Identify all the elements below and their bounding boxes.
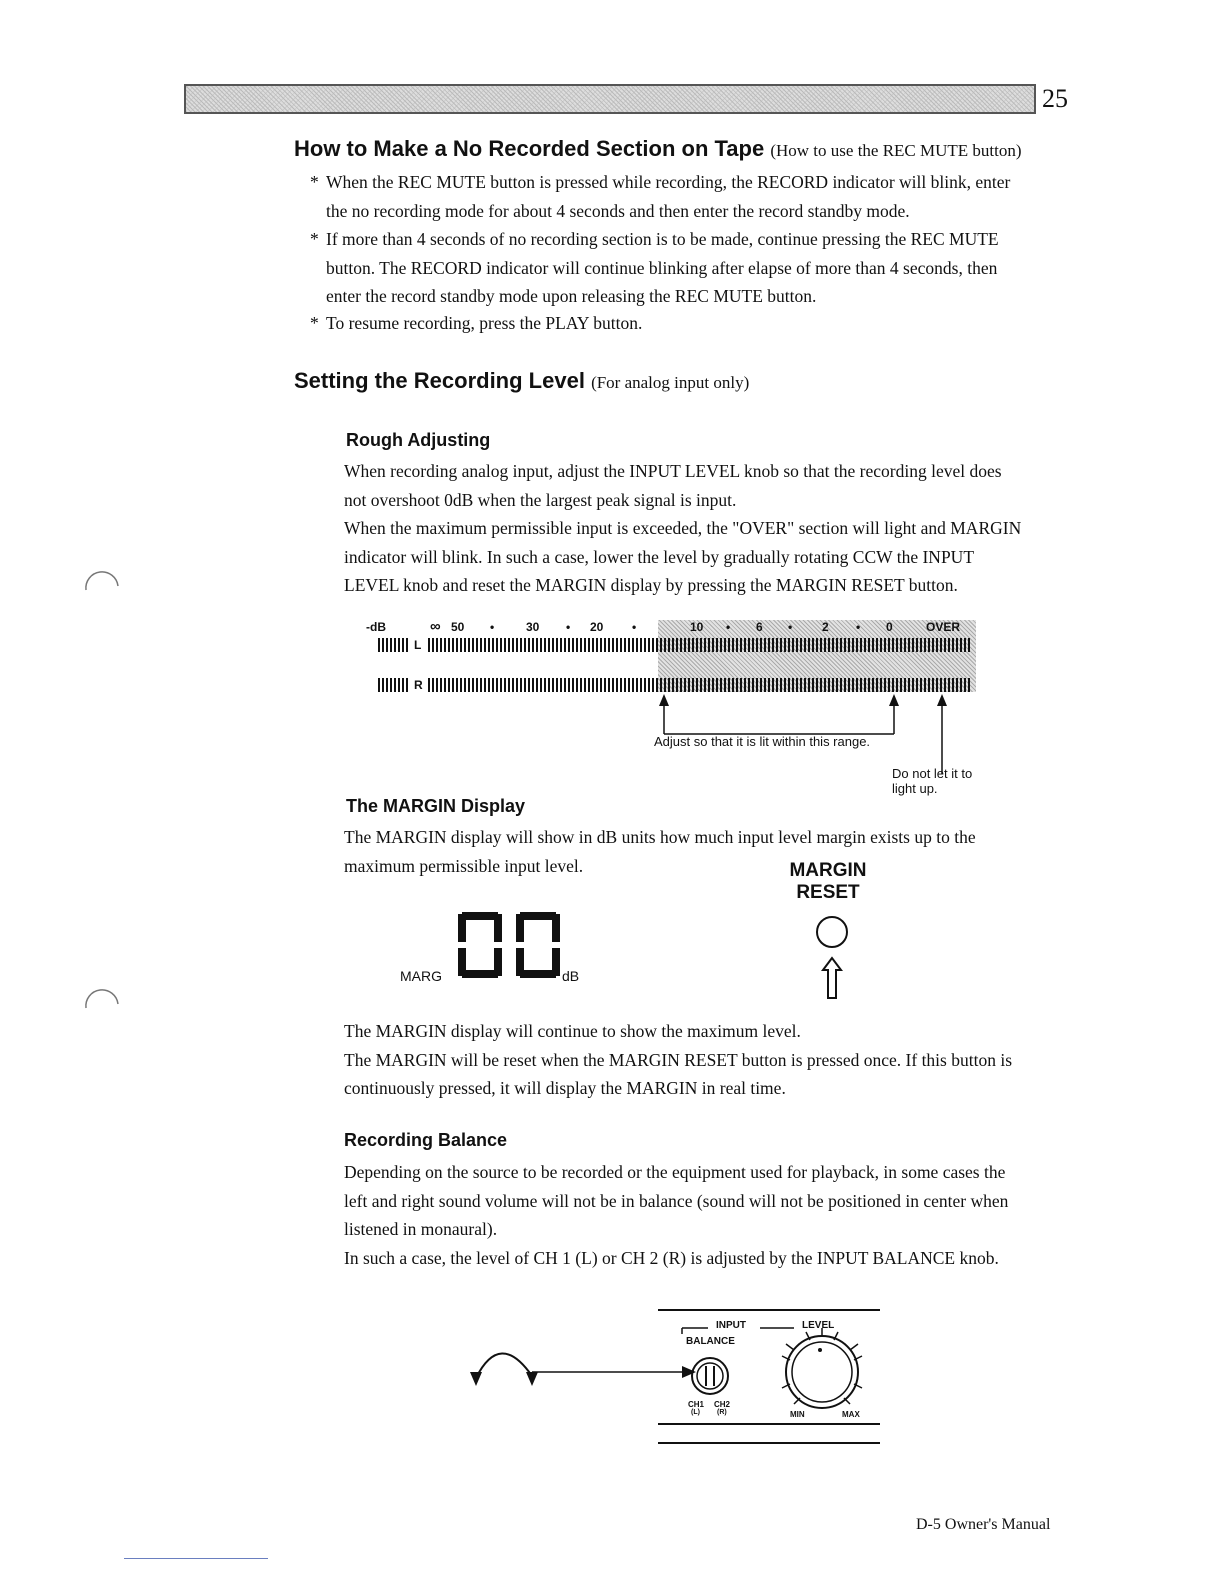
section-title-note: (How to use the REC MUTE button)	[770, 141, 1022, 160]
section-title-text: Setting the Recording Level	[294, 368, 585, 393]
readout-prefix: MARG	[400, 968, 442, 984]
meter-scale-label: 30	[526, 620, 540, 634]
bullet-3	[310, 309, 643, 338]
bullet-line: button. The RECORD indicator will continue blinking after elapse of more than 4 seconds, then	[326, 257, 998, 278]
meter-scale-label: 20	[590, 620, 604, 634]
panel-label-ch2: CH2	[714, 1400, 731, 1409]
text-line: listened in monaural).	[344, 1219, 498, 1239]
section-title-recording-level	[294, 368, 749, 394]
panel-label-level: LEVEL	[802, 1320, 835, 1331]
meter-scale-label: •	[490, 620, 495, 634]
text-line: indicator will blink. In such a case, lower the level by gradually rotating CCW the INPUT	[344, 546, 975, 567]
section-title-note: (For analog input only)	[591, 373, 750, 392]
panel-label-min: MIN	[790, 1410, 805, 1419]
balance-paragraph	[344, 1158, 1008, 1272]
panel-label-ch1-sub: (L)	[691, 1409, 700, 1416]
panel-label-ch1: CH1	[688, 1400, 705, 1409]
meter-scale-label: 6	[756, 620, 763, 634]
bullet-line: To resume recording, press the PLAY button.	[326, 313, 643, 333]
bullet-1	[310, 168, 1011, 225]
binder-hole-icon	[82, 980, 122, 1020]
bullet-line: When the REC MUTE button is pressed while recording, the RECORD indicator will blink, enter	[326, 172, 1011, 192]
text-line: In such a case, the level of CH 1 (L) or CH 2 (R) is adjusted by the INPUT BALANCE knob.	[344, 1247, 999, 1268]
meter-note-over: Do not let it to light up.	[892, 766, 973, 796]
meter-ticks	[378, 638, 410, 652]
meter-scale-label: •	[566, 620, 571, 634]
meter-scale-label: 2	[822, 620, 829, 634]
meter-ticks-l	[428, 638, 972, 652]
meter-note-range: Adjust so that it is lit within this range.	[654, 734, 871, 749]
text-line: left and right sound volume will not be in balance (sound will not be positioned in center when	[344, 1190, 1009, 1211]
bullet-star: *	[310, 172, 319, 192]
margin-reset-label-line: RESET	[796, 882, 860, 903]
subsection-title-margin: The MARGIN Display	[346, 796, 526, 816]
text-line: LEVEL knob and reset the MARGIN display by pressing the MARGIN RESET button.	[344, 575, 958, 595]
text-line: Depending on the source to be recorded or the equipment used for playback, in some cases the	[344, 1162, 1006, 1182]
panel-label-max: MAX	[842, 1410, 860, 1419]
header-bar	[184, 84, 1036, 114]
margin-paragraph	[344, 823, 976, 880]
bullet-star: *	[310, 313, 319, 333]
readout-unit: dB	[562, 968, 580, 984]
meter-scale-label: •	[856, 620, 861, 634]
input-panel-diagram	[460, 1300, 890, 1450]
text-line: When the maximum permissible input is exceeded, the "OVER" section will light and MARGIN	[344, 518, 1022, 538]
bullet-line: If more than 4 seconds of no recording section is to be made, continue pressing the REC MUTE	[326, 229, 999, 249]
meter-scale-label: -dB	[366, 620, 386, 634]
meter-ticks	[378, 678, 410, 692]
bullet-line: enter the record standby mode upon releasing the REC MUTE button.	[326, 286, 817, 306]
meter-scale-label: 50	[451, 620, 465, 634]
meter-scale-label: 10	[690, 620, 704, 634]
text-line: When recording analog input, adjust the INPUT LEVEL knob so that the recording level does	[344, 461, 1002, 481]
text-line: The MARGIN display will continue to show the maximum level.	[344, 1021, 801, 1041]
meter-scale-label: OVER	[926, 620, 961, 634]
meter-annotation-arrows	[360, 694, 980, 806]
bullet-line: the no recording mode for about 4 seconds and then enter the record standby mode.	[326, 200, 910, 221]
text-line: not overshoot 0dB when the largest peak signal is input.	[344, 489, 737, 510]
text-line: maximum permissible input level.	[344, 855, 584, 876]
binder-hole-icon	[82, 562, 122, 602]
subsection-title-rough: Rough Adjusting	[346, 430, 491, 450]
footer-rule	[124, 1558, 268, 1559]
bullet-2	[310, 225, 999, 311]
margin-readout	[400, 912, 590, 992]
section-title-text: How to Make a No Recorded Section on Tape	[294, 136, 765, 161]
panel-label-input: INPUT	[716, 1320, 746, 1331]
subsection-title-balance: Recording Balance	[344, 1130, 508, 1150]
rough-paragraph	[344, 457, 1021, 600]
panel-label-balance: BALANCE	[686, 1336, 735, 1347]
meter-scale-label: •	[632, 620, 637, 634]
meter-ticks-r	[428, 678, 972, 692]
meter-scale-label: 0	[886, 620, 893, 634]
text-line: The MARGIN will be reset when the MARGIN RESET button is pressed once. If this button is	[344, 1049, 1012, 1070]
margin-reset-button-icon	[812, 912, 852, 1002]
margin-after-paragraph	[344, 1017, 1012, 1103]
meter-scale-label: ∞	[430, 618, 441, 635]
meter-scale-label: •	[788, 620, 793, 634]
page-number: 25	[1042, 84, 1068, 113]
margin-reset-label	[778, 860, 878, 904]
meter-scale-label: •	[726, 620, 731, 634]
margin-reset-label-line: MARGIN	[789, 860, 867, 881]
level-meter-diagram	[360, 616, 980, 806]
section-title-no-recorded	[294, 136, 1022, 162]
meter-channel-r: R	[414, 678, 423, 692]
footer-text: D-5 Owner's Manual	[916, 1516, 1051, 1533]
text-line: continuously pressed, it will display the MARGIN in real time.	[344, 1078, 786, 1098]
bullet-star: *	[310, 229, 319, 249]
panel-label-ch2-sub: (R)	[717, 1409, 727, 1416]
text-line: The MARGIN display will show in dB units how much input level margin exists up to the	[344, 827, 976, 847]
meter-channel-l: L	[414, 638, 422, 652]
